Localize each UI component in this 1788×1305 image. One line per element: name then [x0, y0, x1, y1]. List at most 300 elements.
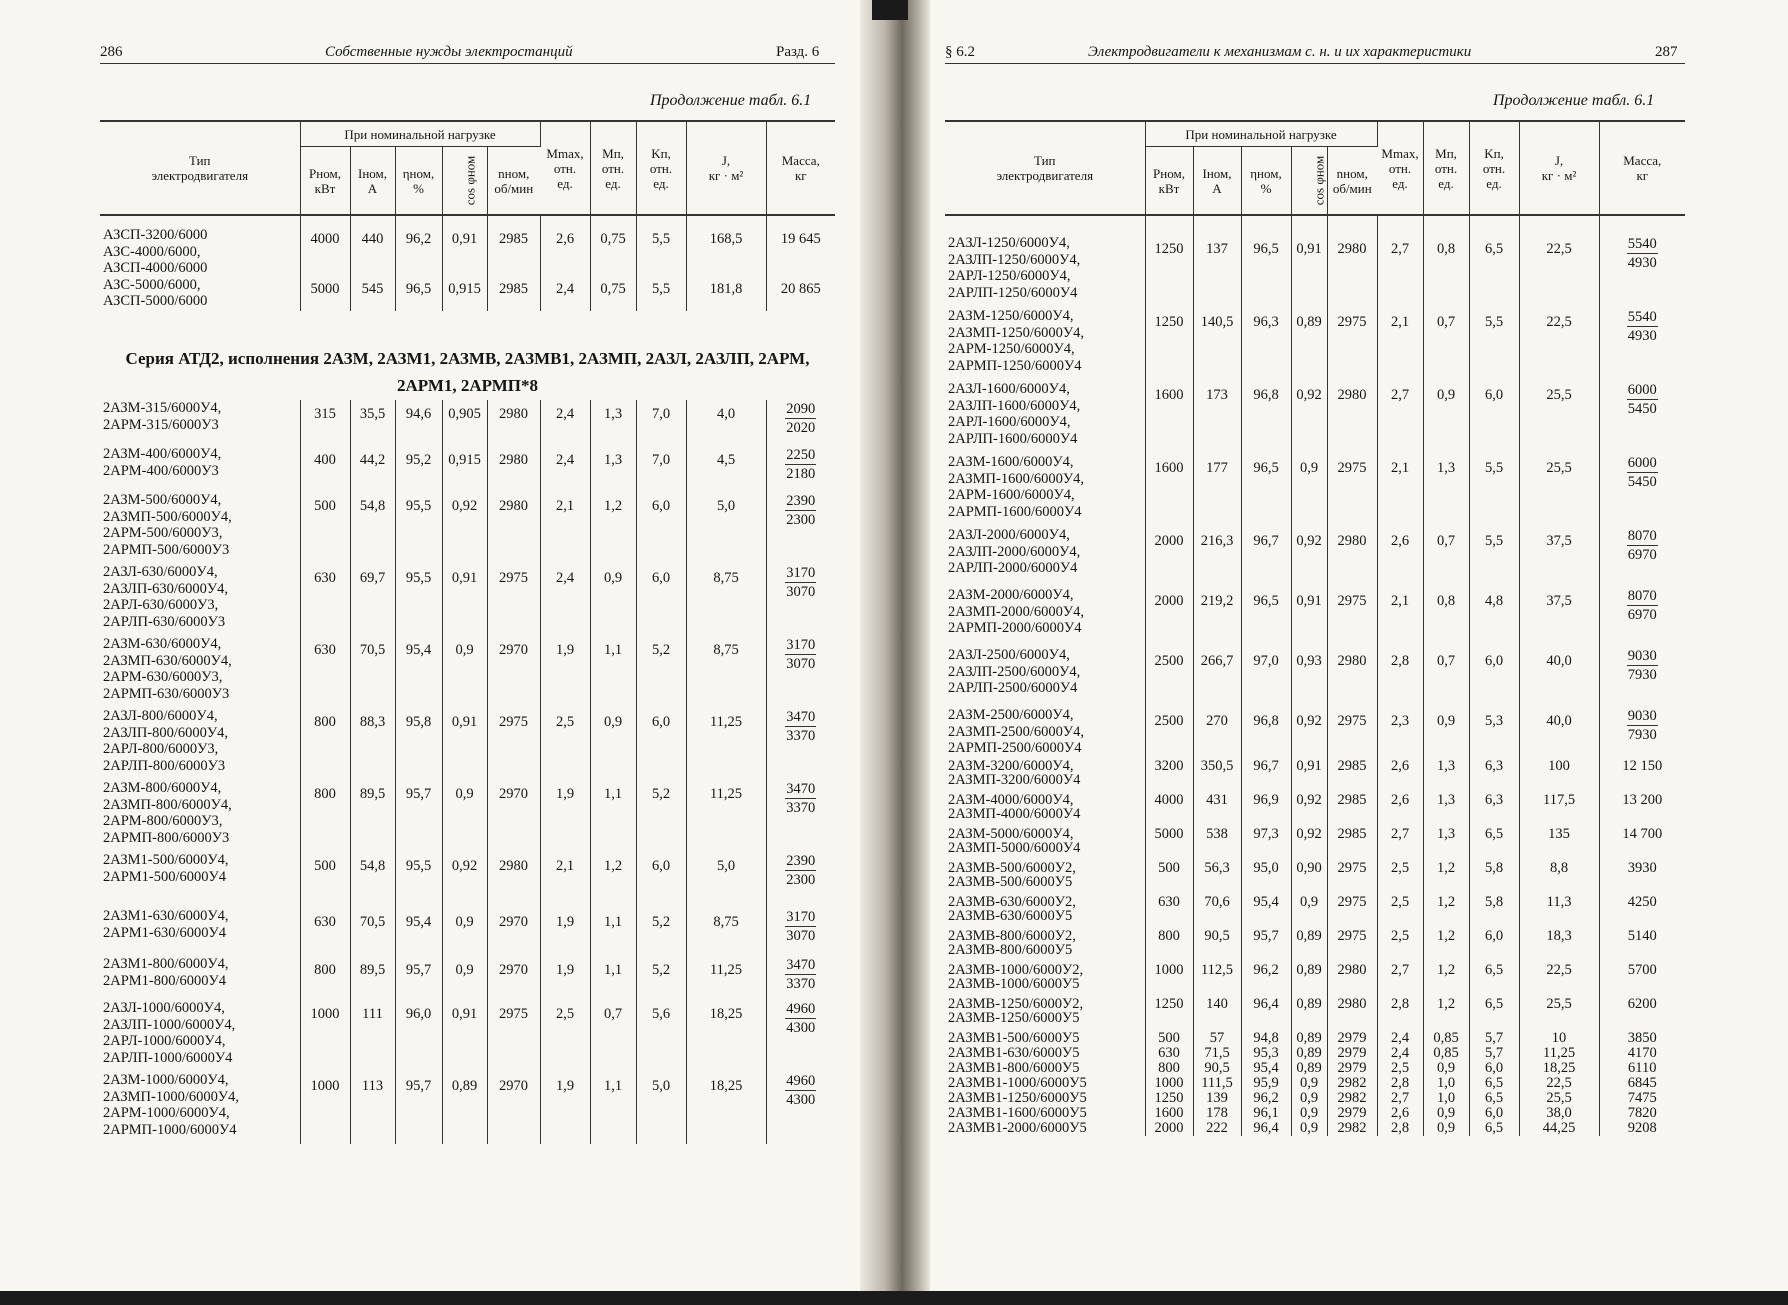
- left-header-mp: Mп, отн. ед.: [590, 121, 636, 215]
- cell-mp: 1,2: [1423, 895, 1469, 929]
- mass-denominator: 2180: [786, 466, 816, 482]
- cell-mmax: 2,7: [1377, 235, 1423, 308]
- cell-p: 1600: [1145, 454, 1193, 527]
- cell-mp: 0,7: [1423, 527, 1469, 587]
- table-row: [945, 1121, 1685, 1136]
- cell-name: 2АЗЛ-800/6000У4, 2АЗЛП-800/6000У4, 2АРЛ-800/6000У3, 2АРЛП-800/6000У3: [100, 708, 300, 780]
- mass-numerator: 3170: [786, 637, 816, 653]
- cell-kp: 5,5: [1469, 308, 1519, 381]
- table-row: [945, 759, 1685, 793]
- cell-i: 137: [1193, 235, 1241, 308]
- cell-n: 2985: [1327, 759, 1377, 793]
- cell-mass: [1599, 527, 1685, 587]
- cell-eta: 96,9: [1241, 793, 1291, 827]
- cell-mass: 4250: [1627, 894, 1657, 910]
- cell-n: 2980: [487, 492, 540, 564]
- cell-j: 22,5: [1519, 235, 1599, 308]
- left-header-i: Iном, А: [350, 147, 395, 216]
- cell-n: 2975: [1327, 861, 1377, 895]
- spacer-cell: [100, 215, 300, 227]
- cell-j: 22,5: [1519, 1076, 1599, 1091]
- cell-eta: 95,7: [395, 956, 442, 1000]
- table-row: [945, 454, 1685, 527]
- cell-eta: 95,0: [1241, 861, 1291, 895]
- cell-mp: 0,85: [1423, 1031, 1469, 1046]
- cell-eta: 95,7: [395, 1072, 442, 1144]
- cell-i: 69,7: [350, 564, 395, 636]
- cell-i: 545: [350, 277, 395, 311]
- cell-i: 70,5: [350, 636, 395, 708]
- cell-mmax: 2,4: [540, 277, 590, 311]
- cell-eta: 96,5: [1241, 454, 1291, 527]
- cell-mmax: 2,6: [1377, 527, 1423, 587]
- cell-cos: 0,91: [1291, 759, 1327, 793]
- cell-kp: 6,3: [1469, 759, 1519, 793]
- cell-eta: 97,0: [1241, 647, 1291, 707]
- mass-denominator: 4300: [786, 1020, 816, 1036]
- cell-name: 2АЗМВ-1000/6000У2, 2АЗМВ-1000/6000У5: [945, 963, 1145, 997]
- left-header-n: nном, об/мин: [487, 147, 540, 216]
- mass-numerator: 3470: [786, 957, 816, 973]
- cell-p: 4000: [1145, 793, 1193, 827]
- scan-bottom-edge: [0, 1291, 1788, 1305]
- left-section: Разд. 6: [776, 44, 820, 60]
- cell-mp: 0,9: [1423, 1061, 1469, 1076]
- cell-i: 350,5: [1193, 759, 1241, 793]
- cell-cos: 0,92: [1291, 381, 1327, 454]
- cell-cos: 0,9: [1291, 1121, 1327, 1136]
- cell-j: 40,0: [1519, 707, 1599, 759]
- cell-i: 54,8: [350, 852, 395, 908]
- cell-n: 2980: [1327, 527, 1377, 587]
- right-header-n: nном, об/мин: [1327, 147, 1377, 216]
- cell-mass: 19 645: [780, 231, 821, 247]
- cell-cos: 0,915: [442, 277, 487, 311]
- cell-p: 2000: [1145, 1121, 1193, 1136]
- cell-name: 2АЗМ-1250/6000У4, 2АЗМП-1250/6000У4, 2АРМ-1250/6000У4, 2АРМП-1250/6000У4: [945, 308, 1145, 381]
- mass-numerator: 8070: [1627, 528, 1657, 544]
- cell-name: 2АЗМВ1-2000/6000У5: [945, 1121, 1145, 1136]
- cell-i: 71,5: [1193, 1046, 1241, 1061]
- cell-j: 100: [1519, 759, 1599, 793]
- spacer-cell: [1193, 215, 1241, 235]
- cell-p: 1250: [1145, 308, 1193, 381]
- cell-j: 10: [1519, 1031, 1599, 1046]
- mass-denominator: 7930: [1627, 667, 1657, 683]
- spacer-cell: [1599, 215, 1685, 235]
- mass-fraction: [1627, 647, 1658, 684]
- cell-eta: 96,5: [1241, 587, 1291, 647]
- spacer-cell: [1377, 215, 1423, 235]
- cell-j: 11,25: [686, 956, 766, 1000]
- cell-mp: 0,85: [1423, 1046, 1469, 1061]
- cell-j: 18,3: [1519, 929, 1599, 963]
- cell-mass: 7820: [1627, 1105, 1657, 1121]
- cell-p: 500: [1145, 861, 1193, 895]
- cell-mmax: 2,5: [540, 1000, 590, 1072]
- cell-p: 630: [300, 564, 350, 636]
- cell-mmax: 1,9: [540, 956, 590, 1000]
- right-header-cos: [1291, 147, 1327, 216]
- cell-n: 2980: [487, 400, 540, 446]
- left-main-table: [100, 400, 835, 1144]
- cell-mmax: 2,7: [1377, 381, 1423, 454]
- table-row: [945, 1106, 1685, 1121]
- cell-cos: 0,9: [1291, 1076, 1327, 1091]
- cell-eta: 95,4: [395, 636, 442, 708]
- left-table-header: [100, 121, 835, 215]
- cell-p: 500: [300, 492, 350, 564]
- cell-j: 8,75: [686, 564, 766, 636]
- cell-n: 2975: [487, 564, 540, 636]
- spacer-row: [100, 215, 835, 227]
- cell-p: 800: [300, 780, 350, 852]
- mass-fraction: [1627, 235, 1658, 272]
- right-page: [905, 0, 1788, 1290]
- gutter-shadow: [872, 0, 908, 20]
- cell-cos: 0,93: [1291, 647, 1327, 707]
- cell-n: 2982: [1327, 1121, 1377, 1136]
- spacer-cell: [350, 215, 395, 227]
- cell-kp: 6,5: [1469, 1076, 1519, 1091]
- table-row: [945, 1046, 1685, 1061]
- cell-p: 2500: [1145, 647, 1193, 707]
- cell-n: 2985: [487, 227, 540, 277]
- spacer-cell: [1469, 215, 1519, 235]
- cell-mmax: 2,1: [540, 492, 590, 564]
- spacer-cell: [1145, 215, 1193, 235]
- cell-cos: 0,91: [442, 708, 487, 780]
- cell-i: 431: [1193, 793, 1241, 827]
- cell-mmax: 2,4: [1377, 1046, 1423, 1061]
- mass-numerator: 3170: [786, 909, 816, 925]
- cell-mmax: 2,1: [540, 852, 590, 908]
- cell-mp: 1,2: [1423, 929, 1469, 963]
- cell-i: 70,6: [1193, 895, 1241, 929]
- cell-p: 1000: [300, 1072, 350, 1144]
- right-header-nominal_group: При номинальной нагрузке: [1145, 121, 1377, 147]
- cell-name: 2АЗМ-500/6000У4, 2АЗМП-500/6000У4, 2АРМ-500/6000У3, 2АРМП-500/6000У3: [100, 492, 300, 564]
- cell-p: 800: [1145, 929, 1193, 963]
- mass-denominator: 3370: [786, 728, 816, 744]
- cell-mass: [1599, 308, 1685, 381]
- left-header-kp: Kп, отн. ед.: [636, 121, 686, 215]
- cell-n: 2975: [487, 1000, 540, 1072]
- cell-eta: 95,5: [395, 564, 442, 636]
- cell-name: 2АЗМ1-800/6000У4, 2АРМ1-800/6000У4: [100, 956, 300, 1000]
- cell-mp: 1,1: [590, 956, 636, 1000]
- cell-mmax: 2,5: [1377, 861, 1423, 895]
- mass-denominator: 4930: [1627, 255, 1657, 271]
- table-row: [100, 1000, 835, 1072]
- table-row: [945, 963, 1685, 997]
- cell-i: 177: [1193, 454, 1241, 527]
- mass-fraction: [785, 492, 816, 529]
- cell-cos: 0,89: [1291, 1046, 1327, 1061]
- cell-i: 88,3: [350, 708, 395, 780]
- cell-kp: 5,3: [1469, 707, 1519, 759]
- cell-name: 2АЗМВ1-630/6000У5: [945, 1046, 1145, 1061]
- cell-mass: [1599, 381, 1685, 454]
- table-row: [945, 308, 1685, 381]
- spacer-cell: [442, 215, 487, 227]
- mass-fraction: [785, 636, 816, 673]
- cell-mass: [766, 1000, 835, 1072]
- cell-i: 173: [1193, 381, 1241, 454]
- cell-mp: 1,3: [1423, 454, 1469, 527]
- cell-p: 630: [300, 908, 350, 956]
- table-row: [945, 381, 1685, 454]
- spacer-cell: [540, 215, 590, 227]
- cell-eta: 96,2: [395, 227, 442, 277]
- cell-j: 25,5: [1519, 454, 1599, 527]
- cell-kp: 6,5: [1469, 235, 1519, 308]
- cell-cos: 0,92: [1291, 827, 1327, 861]
- cell-cos: 0,89: [1291, 997, 1327, 1031]
- mass-denominator: 6970: [1627, 547, 1657, 563]
- cell-name: 2АЗМ-800/6000У4, 2АЗМП-800/6000У4, 2АРМ-800/6000У3, 2АРМП-800/6000У3: [100, 780, 300, 852]
- cell-n: 2980: [487, 852, 540, 908]
- cell-i: 219,2: [1193, 587, 1241, 647]
- mass-numerator: 4960: [786, 1073, 816, 1089]
- left-header-cos-label: cos φном: [461, 155, 477, 206]
- cell-j: 22,5: [1519, 308, 1599, 381]
- mass-fraction: [1627, 707, 1658, 744]
- right-table-body: [945, 215, 1685, 1136]
- cell-mass: [766, 446, 835, 492]
- cell-n: 2979: [1327, 1061, 1377, 1076]
- mass-fraction: [1627, 381, 1658, 418]
- cell-cos: 0,89: [1291, 963, 1327, 997]
- cell-name: 2АЗМВ1-1000/6000У5: [945, 1076, 1145, 1091]
- cell-name: 2АЗЛ-1250/6000У4, 2АЗЛП-1250/6000У4, 2АРЛ-1250/6000У4, 2АРЛП-1250/6000У4: [945, 235, 1145, 308]
- table-row: [100, 636, 835, 708]
- cell-cos: 0,90: [1291, 861, 1327, 895]
- cell-mass: [766, 636, 835, 708]
- cell-cos: 0,91: [442, 227, 487, 277]
- mass-fraction: [785, 956, 816, 993]
- left-header-type: Тип электродвигателя: [100, 121, 300, 215]
- cell-mp: 0,75: [590, 277, 636, 311]
- cell-p: 1000: [1145, 963, 1193, 997]
- cell-eta: 96,4: [1241, 1121, 1291, 1136]
- cell-mp: 1,0: [1423, 1091, 1469, 1106]
- mass-numerator: 4960: [786, 1001, 816, 1017]
- cell-j: 22,5: [1519, 963, 1599, 997]
- cell-mass: 6200: [1627, 996, 1657, 1012]
- cell-mass: 6845: [1627, 1075, 1657, 1091]
- right-table: [945, 120, 1685, 1136]
- cell-p: 630: [1145, 895, 1193, 929]
- cell-eta: 96,5: [395, 277, 442, 311]
- right-header-p: Pном, кВт: [1145, 147, 1193, 216]
- cell-mmax: 2,8: [1377, 1076, 1423, 1091]
- cell-j: 37,5: [1519, 587, 1599, 647]
- cell-mmax: 2,7: [1377, 963, 1423, 997]
- cell-name: 2АЗЛ-1600/6000У4, 2АЗЛП-1600/6000У4, 2АРЛ-1600/6000У4, 2АРЛП-1600/6000У4: [945, 381, 1145, 454]
- mass-numerator: 3470: [786, 709, 816, 725]
- cell-mmax: 2,4: [540, 564, 590, 636]
- cell-i: 270: [1193, 707, 1241, 759]
- cell-j: 38,0: [1519, 1106, 1599, 1121]
- cell-mmax: 2,6: [540, 227, 590, 277]
- cell-name: 2АЗМВ1-1250/6000У5: [945, 1091, 1145, 1106]
- cell-name: 2АЗЛ-1000/6000У4, 2АЗЛП-1000/6000У4, 2АРЛ-1000/6000У4, 2АРЛП-1000/6000У4: [100, 1000, 300, 1072]
- table-row: [945, 1076, 1685, 1091]
- cell-j: 11,3: [1519, 895, 1599, 929]
- cell-j: 44,25: [1519, 1121, 1599, 1136]
- cell-cos: 0,89: [1291, 1031, 1327, 1046]
- cell-mmax: 2,4: [1377, 1031, 1423, 1046]
- cell-kp: 7,0: [636, 446, 686, 492]
- right-header-j: J, кг · м²: [1519, 121, 1599, 215]
- spacer-cell: [1327, 215, 1377, 235]
- spacer-cell: [686, 215, 766, 227]
- right-header-i: Iном, А: [1193, 147, 1241, 216]
- cell-n: 2970: [487, 908, 540, 956]
- cell-i: 140: [1193, 997, 1241, 1031]
- cell-eta: 96,0: [395, 1000, 442, 1072]
- cell-cos: 0,92: [1291, 707, 1327, 759]
- cell-eta: 96,1: [1241, 1106, 1291, 1121]
- cell-mass: [766, 852, 835, 908]
- cell-mp: 0,7: [590, 1000, 636, 1072]
- cell-cos: 0,92: [1291, 793, 1327, 827]
- cell-j: 25,5: [1519, 1091, 1599, 1106]
- cell-mass: 9208: [1627, 1120, 1657, 1136]
- cell-n: 2985: [1327, 827, 1377, 861]
- spacer-cell: [395, 215, 442, 227]
- mass-numerator: 9030: [1627, 648, 1657, 664]
- table-row: [945, 235, 1685, 308]
- cell-j: 40,0: [1519, 647, 1599, 707]
- cell-n: 2980: [1327, 235, 1377, 308]
- cell-p: 5000: [1145, 827, 1193, 861]
- cell-mmax: 2,3: [1377, 707, 1423, 759]
- cell-p: 1000: [1145, 1076, 1193, 1091]
- cell-j: 181,8: [686, 277, 766, 311]
- cell-kp: 5,5: [1469, 527, 1519, 587]
- mass-fraction: [785, 908, 816, 945]
- mass-numerator: 2390: [786, 493, 816, 509]
- table-row: [100, 277, 835, 311]
- cell-kp: 6,5: [1469, 997, 1519, 1031]
- mass-numerator: 2250: [786, 447, 816, 463]
- left-top-table-body: [100, 215, 835, 311]
- cell-name: 2АЗМ-315/6000У4, 2АРМ-315/6000У3: [100, 400, 300, 446]
- table-row: [945, 793, 1685, 827]
- cell-name: 2АЗЛ-630/6000У4, 2АЗЛП-630/6000У4, 2АРЛ-630/6000У3, 2АРЛП-630/6000У3: [100, 564, 300, 636]
- cell-mass: [766, 956, 835, 1000]
- cell-n: 2980: [487, 446, 540, 492]
- cell-name: 2АЗМВ1-800/6000У5: [945, 1061, 1145, 1076]
- cell-name: 2АЗМ-2500/6000У4, 2АЗМП-2500/6000У4, 2АРМП-2500/6000У4: [945, 707, 1145, 759]
- mass-numerator: 6000: [1627, 382, 1657, 398]
- cell-mmax: 1,9: [540, 908, 590, 956]
- cell-p: 1250: [1145, 997, 1193, 1031]
- cell-mmax: 2,1: [1377, 587, 1423, 647]
- left-top-table: [100, 120, 835, 311]
- right-table-header: [945, 121, 1685, 215]
- cell-j: 117,5: [1519, 793, 1599, 827]
- cell-mp: 1,3: [1423, 793, 1469, 827]
- cell-j: 5,0: [686, 852, 766, 908]
- cell-mass: 3930: [1627, 860, 1657, 876]
- cell-mass: 7475: [1627, 1090, 1657, 1106]
- cell-i: 216,3: [1193, 527, 1241, 587]
- cell-mass: 3850: [1627, 1030, 1657, 1046]
- right-page-number: 287: [1655, 44, 1678, 60]
- mass-denominator: 3070: [786, 656, 816, 672]
- mass-denominator: 5450: [1627, 401, 1657, 417]
- cell-name: 2АЗМ-400/6000У4, 2АРМ-400/6000У3: [100, 446, 300, 492]
- table-row: [945, 527, 1685, 587]
- cell-mass: [1599, 454, 1685, 527]
- table-row: [945, 707, 1685, 759]
- cell-i: 70,5: [350, 908, 395, 956]
- cell-name: 2АЗМ-4000/6000У4, 2АЗМП-4000/6000У4: [945, 793, 1145, 827]
- cell-j: 5,0: [686, 492, 766, 564]
- cell-mmax: 2,8: [1377, 647, 1423, 707]
- mass-numerator: 3170: [786, 565, 816, 581]
- mass-denominator: 5450: [1627, 474, 1657, 490]
- cell-n: 2982: [1327, 1091, 1377, 1106]
- left-header-nominal_group: При номинальной нагрузке: [300, 121, 540, 147]
- cell-kp: 6,0: [1469, 381, 1519, 454]
- cell-j: 8,75: [686, 908, 766, 956]
- mass-fraction: [785, 1000, 816, 1037]
- cell-eta: 96,2: [1241, 1091, 1291, 1106]
- cell-kp: 5,6: [636, 1000, 686, 1072]
- spacer-cell: [487, 215, 540, 227]
- cell-mp: 1,2: [1423, 997, 1469, 1031]
- mass-fraction: [785, 852, 816, 889]
- cell-j: 18,25: [686, 1072, 766, 1144]
- mass-denominator: 7930: [1627, 727, 1657, 743]
- mass-denominator: 3070: [786, 928, 816, 944]
- cell-p: 1250: [1145, 235, 1193, 308]
- spacer-cell: [1423, 215, 1469, 235]
- cell-mmax: 2,5: [1377, 929, 1423, 963]
- cell-kp: 6,0: [636, 564, 686, 636]
- cell-i: 538: [1193, 827, 1241, 861]
- cell-n: 2975: [487, 708, 540, 780]
- cell-eta: 97,3: [1241, 827, 1291, 861]
- mass-denominator: 3370: [786, 800, 816, 816]
- cell-p: 4000: [300, 227, 350, 277]
- cell-p: 1250: [1145, 1091, 1193, 1106]
- cell-n: 2975: [1327, 707, 1377, 759]
- mass-denominator: 2020: [786, 420, 816, 436]
- cell-p: 2500: [1145, 707, 1193, 759]
- mass-fraction: [785, 400, 816, 437]
- cell-n: 2975: [1327, 308, 1377, 381]
- cell-kp: 6,0: [1469, 929, 1519, 963]
- cell-i: 54,8: [350, 492, 395, 564]
- cell-n: 2970: [487, 956, 540, 1000]
- cell-mass: 5140: [1627, 928, 1657, 944]
- cell-mp: 1,0: [1423, 1076, 1469, 1091]
- right-header-rule: [945, 63, 1685, 64]
- spacer-cell: [766, 215, 835, 227]
- cell-mass: 6110: [1628, 1060, 1657, 1076]
- cell-n: 2970: [487, 636, 540, 708]
- cell-i: 90,5: [1193, 929, 1241, 963]
- cell-p: 315: [300, 400, 350, 446]
- cell-eta: 95,7: [1241, 929, 1291, 963]
- cell-mmax: 2,4: [540, 400, 590, 446]
- spacer-row: [945, 215, 1685, 235]
